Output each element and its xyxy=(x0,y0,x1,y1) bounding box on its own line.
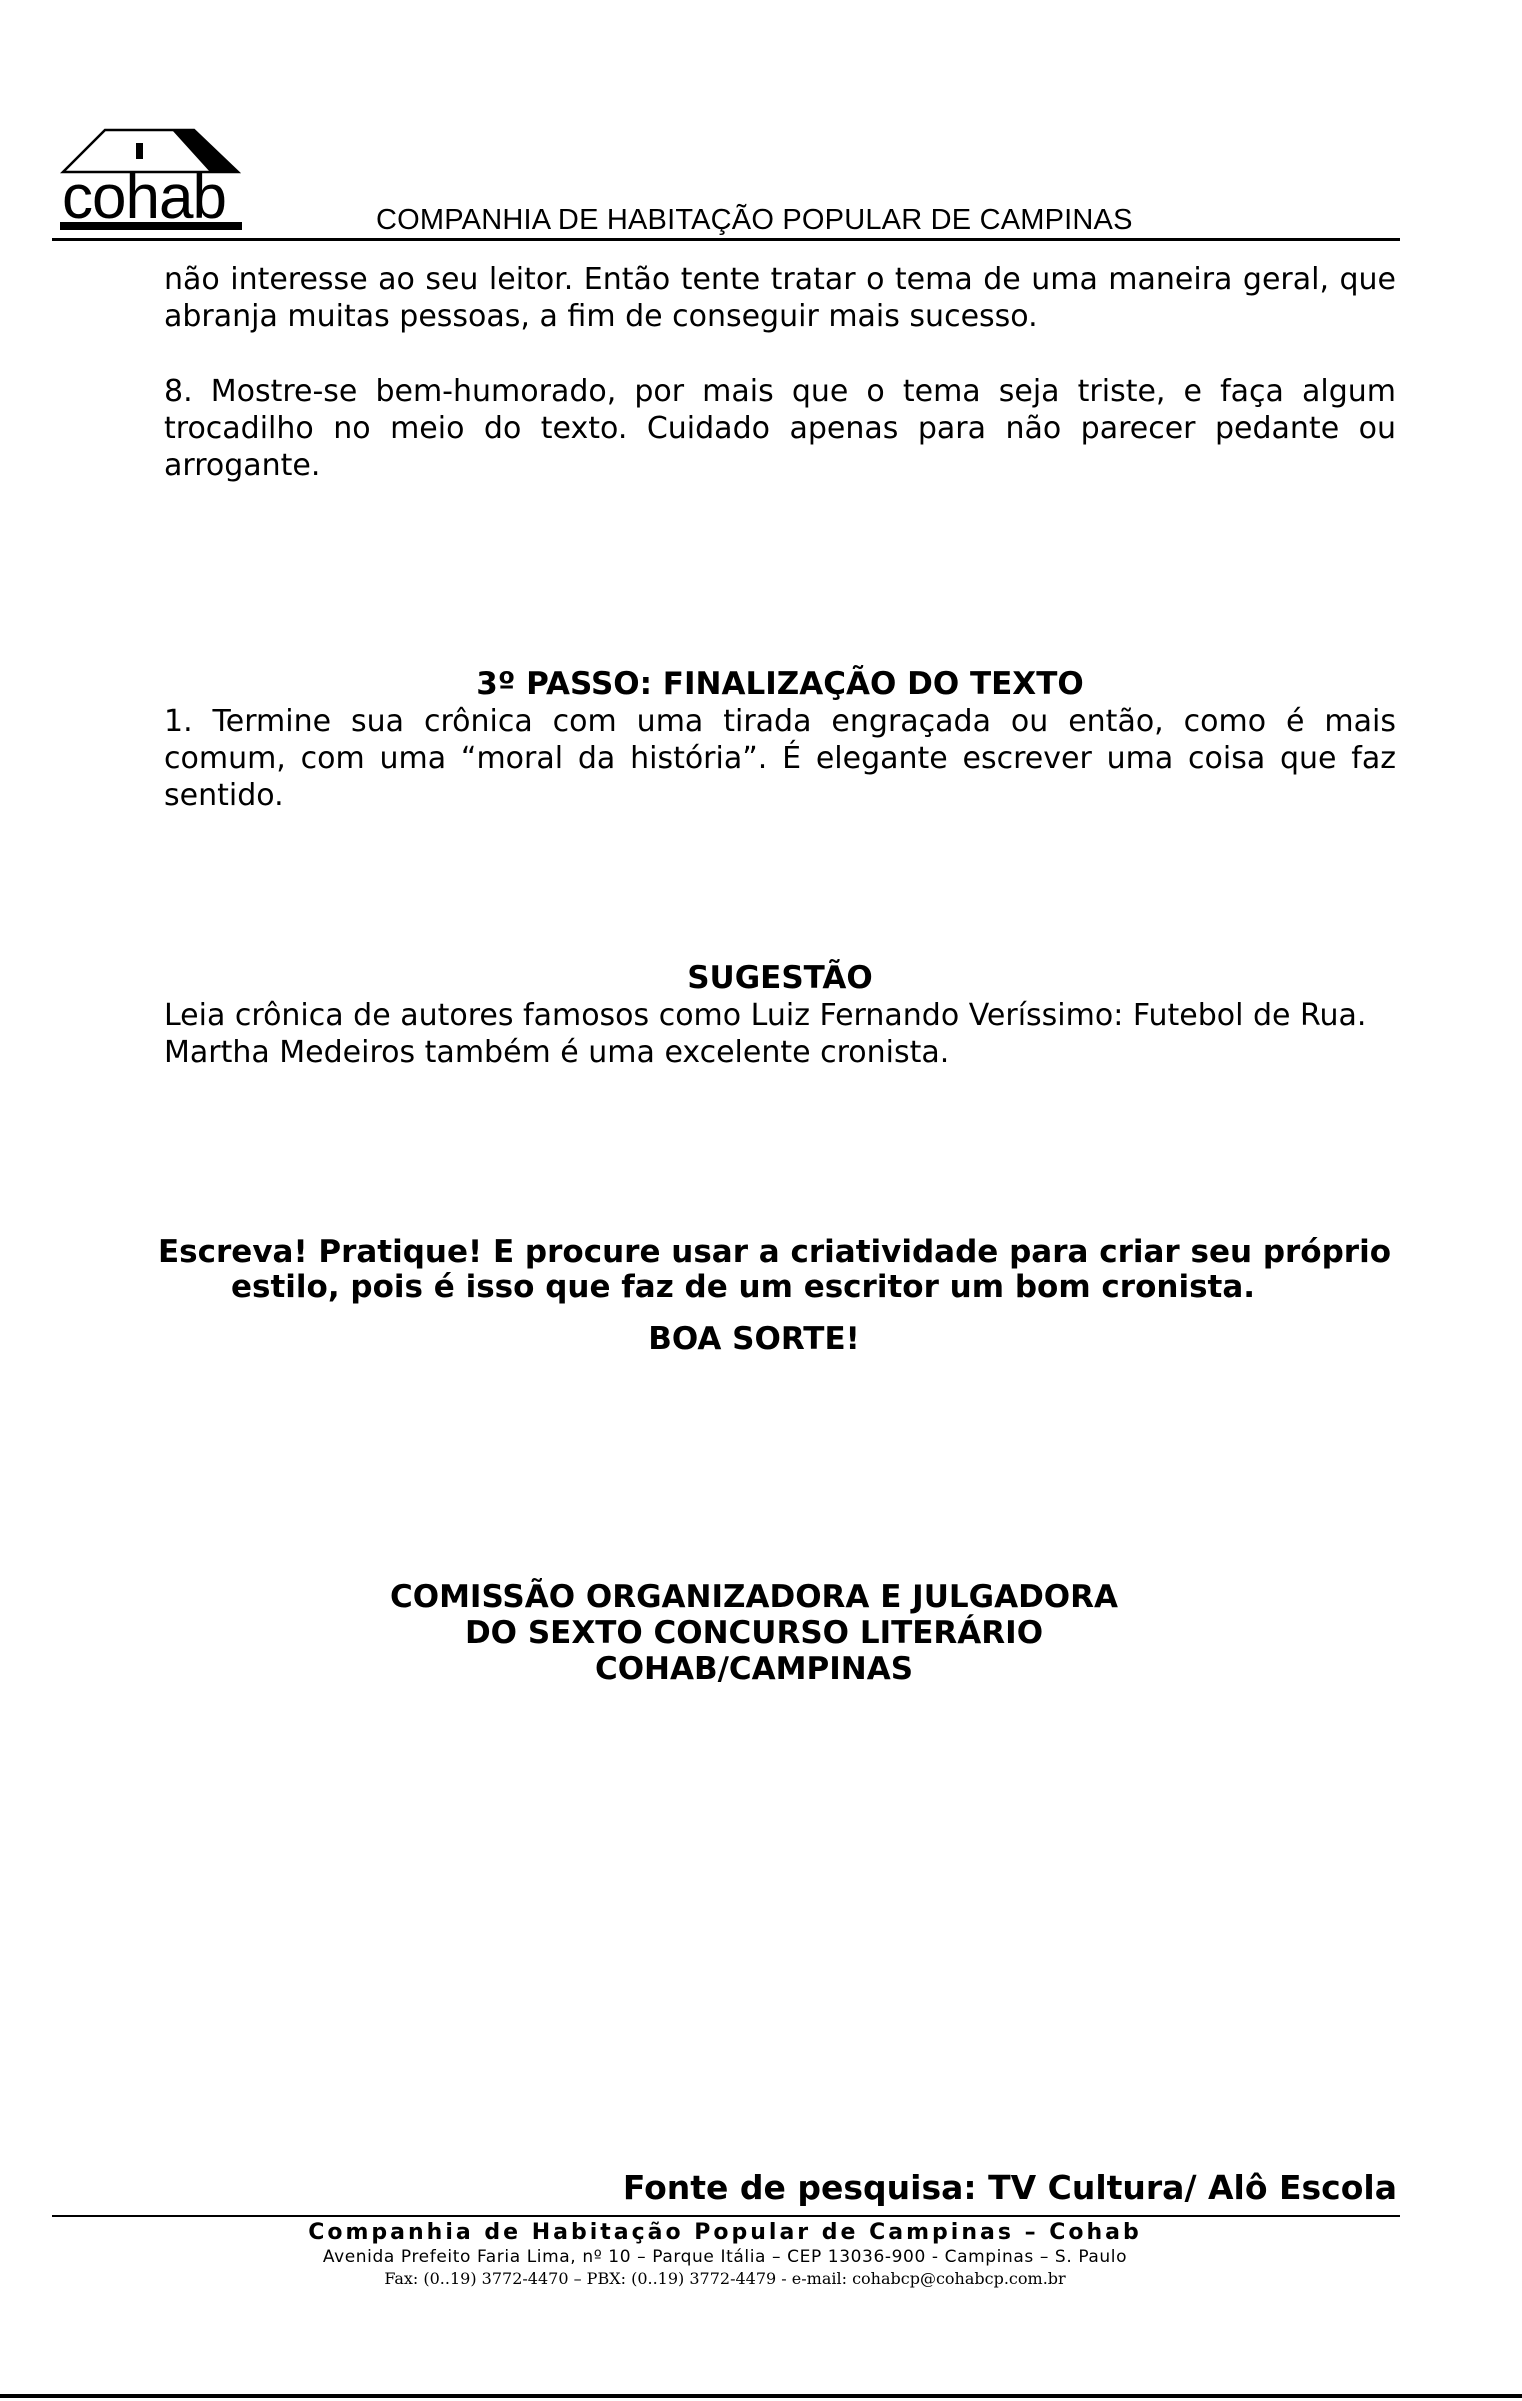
paragraph-item-8: 8. Mostre-se bem-humorado, por mais que o tema seja triste, e faça algum trocadilho no meio do texto. Cuidado apenas para não parecer pedante ou arrogante. xyxy=(164,374,1396,483)
paragraph-continuation: não interesse ao seu leitor. Então tente tratar o tema de uma maneira geral, que abranja muitas pessoas, a fim de conseguir mais sucesso. xyxy=(164,262,1396,334)
header-title: COMPANHIA DE HABITAÇÃO POPULAR DE CAMPINAS xyxy=(376,204,1133,236)
footer-contact: Fax: (0..19) 3772-4470 – PBX: (0..19) 3772-4479 - e-mail: cohabcp@cohabcp.com.br xyxy=(384,2269,1066,2288)
logo-wordmark: cohab xyxy=(62,163,226,232)
committee-line-2: DO SEXTO CONCURSO LITERÁRIO xyxy=(464,1615,1044,1651)
footer-divider xyxy=(52,2215,1400,2217)
good-luck: BOA SORTE! xyxy=(648,1321,860,1357)
closing-line-1: Escreva! Pratique! E procure usar a criatividade para criar seu próprio xyxy=(158,1234,1392,1270)
footer-company: Companhia de Habitação Popular de Campinas – Cohab xyxy=(308,2220,1142,2245)
step3-heading: 3º PASSO: FINALIZAÇÃO DO TEXTO xyxy=(476,666,1084,702)
page-bottom-edge xyxy=(0,2394,1522,2398)
closing-line-2: estilo, pois é isso que faz de um escritor um bom cronista. xyxy=(231,1269,1256,1305)
suggestion-line-2: Martha Medeiros também é uma excelente cronista. xyxy=(164,1035,950,1070)
suggestion-heading: SUGESTÃO xyxy=(687,960,873,996)
cohab-logo xyxy=(60,127,245,230)
header-divider xyxy=(52,238,1400,241)
committee-line-3: COHAB/CAMPINAS xyxy=(594,1651,914,1687)
step3-item-1: 1. Termine sua crônica com uma tirada engraçada ou então, como é mais comum, com uma “moral da história”. É elegante escrever uma coisa que faz sentido. xyxy=(164,704,1396,813)
suggestion-line-1: Leia crônica de autores famosos como Luiz Fernando Veríssimo: Futebol de Rua. xyxy=(164,998,1367,1033)
research-source: Fonte de pesquisa: TV Cultura/ Alô Escola xyxy=(622,2168,1397,2207)
footer-address: Avenida Prefeito Faria Lima, nº 10 – Parque Itália – CEP 13036-900 - Campinas – S. Paulo xyxy=(322,2247,1128,2267)
committee-line-1: COMISSÃO ORGANIZADORA E JULGADORA xyxy=(389,1579,1119,1615)
